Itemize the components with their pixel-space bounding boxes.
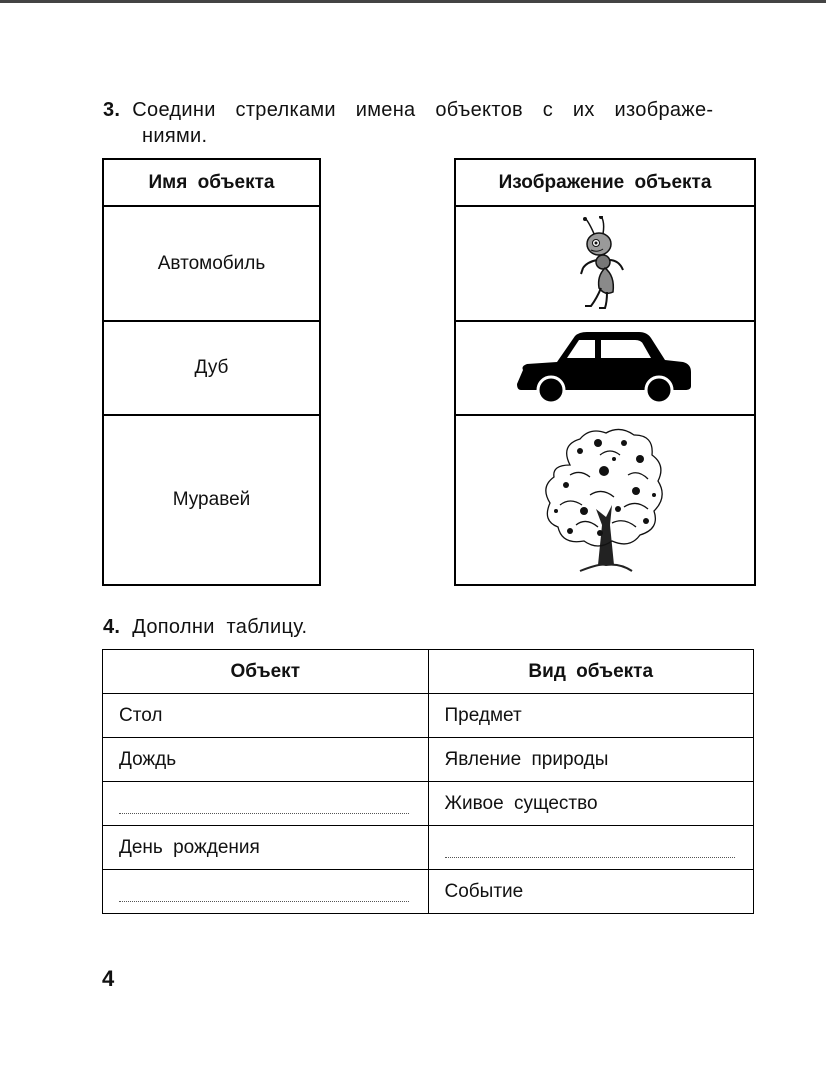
column-header-kind: Вид объекта	[428, 650, 754, 694]
object-blank-cell[interactable]	[103, 782, 429, 826]
car-icon	[515, 328, 695, 408]
fill-in-dotted-line[interactable]	[445, 843, 735, 858]
kind-blank-cell[interactable]	[428, 826, 754, 870]
object-name-cell: Автомобиль	[104, 207, 319, 322]
kind-cell: Событие	[428, 870, 754, 914]
page-number: 4	[102, 966, 115, 991]
page-top-border	[0, 0, 826, 3]
object-names-column	[102, 158, 321, 586]
table-header-row	[103, 650, 754, 694]
object-kind-table	[102, 649, 754, 914]
task-4-number: 4.	[103, 616, 121, 638]
table-row	[103, 694, 754, 738]
table-row	[103, 738, 754, 782]
object-image-cell	[456, 322, 754, 416]
task-4-instruction	[103, 614, 307, 640]
object-blank-cell[interactable]	[103, 870, 429, 914]
task-3-text-line1: Соедини стрелками имена объектов с их изображе-	[132, 99, 714, 121]
kind-cell: Живое существо	[428, 782, 754, 826]
kind-cell: Явление природы	[428, 738, 754, 782]
table-row	[103, 782, 754, 826]
ant-icon	[575, 216, 635, 311]
object-cell: День рождения	[103, 826, 429, 870]
object-images-header: Изображение объекта	[456, 160, 754, 207]
object-cell: Дождь	[103, 738, 429, 782]
object-image-cell	[456, 207, 754, 322]
oak-tree-icon	[540, 425, 670, 575]
object-image-cell	[456, 416, 754, 584]
kind-cell: Предмет	[428, 694, 754, 738]
table-row	[103, 826, 754, 870]
table-row	[103, 870, 754, 914]
object-name-cell: Дуб	[104, 322, 319, 416]
column-header-object: Объект	[103, 650, 429, 694]
object-images-column	[454, 158, 756, 586]
object-name-cell: Муравей	[172, 489, 251, 510]
object-names-header: Имя объекта	[104, 160, 319, 207]
task-3-instruction	[103, 97, 753, 149]
task-4-text: Дополни таблицу.	[132, 616, 308, 638]
task-3-text-line2: ниями.	[142, 125, 208, 147]
task-3-number: 3.	[103, 99, 121, 121]
fill-in-dotted-line[interactable]	[119, 887, 409, 902]
fill-in-dotted-line[interactable]	[119, 799, 409, 814]
object-cell: Стол	[103, 694, 429, 738]
